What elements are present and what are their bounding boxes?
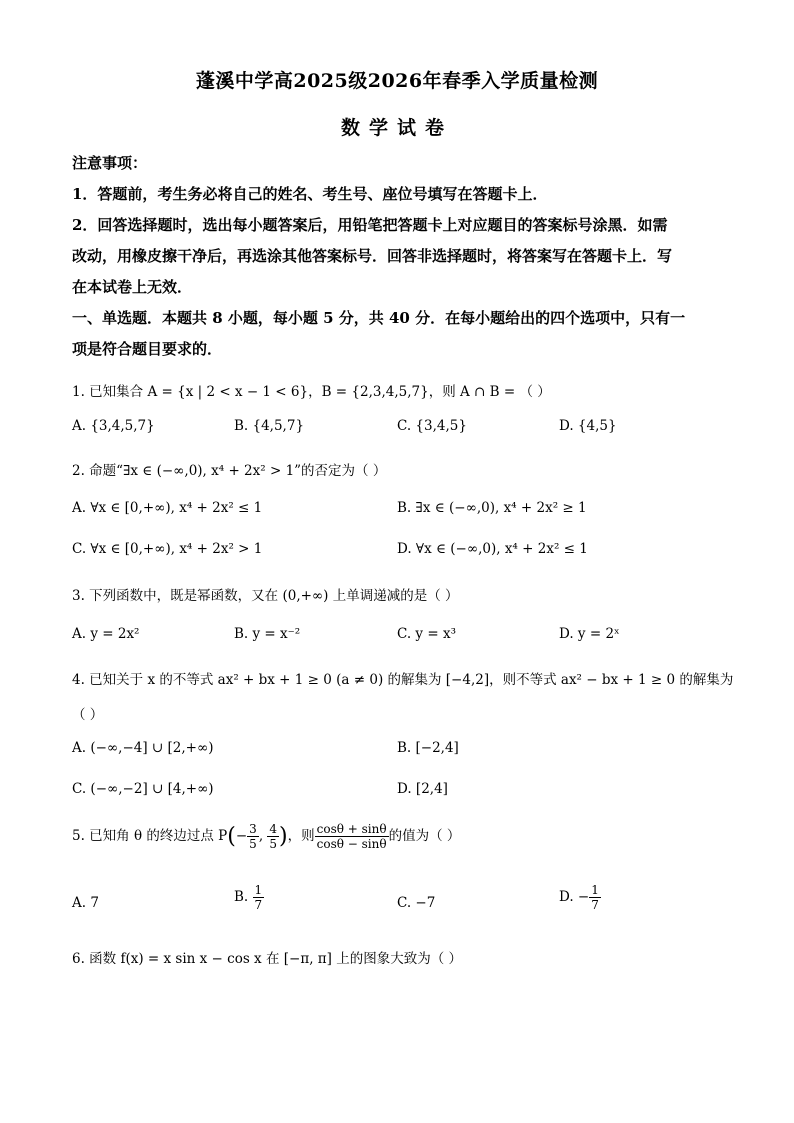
question-5-stem: 5. 已知角 θ 的终边过点 P(− $\frac{3}{5}$ , $\frac{4}{5}$ )，则 $\frac{\cos\theta + \sin\theta}{\cos\theta - \sin\theta}$ 的值为（ ） (72, 822, 461, 851)
section-heading-line-1: 一、单选题．本题共 8 小题，每小题 5 分，共 40 分．在每小题给出的四个选项中，只有一 (72, 309, 686, 327)
question-2-stem: 2. 命题“∃x ∈ (−∞,0), x⁴ + 2x² > 1”的否定为（ ） (72, 463, 387, 479)
question-4-option-a[interactable]: A. (−∞,−4] ∪ [2,+∞) (72, 740, 214, 756)
option-d-fraction: $\frac{1}{7}$ (591, 883, 599, 912)
question-3-option-d[interactable]: D. y = 2ˣ (559, 626, 620, 642)
question-3-stem: 3. 下列函数中，既是幂函数，又在 (0,+∞) 上单调递减的是（ ） (72, 588, 459, 604)
question-2-option-b[interactable]: B. ∃x ∈ (−∞,0), x⁴ + 2x² ≥ 1 (397, 500, 587, 516)
question-4-option-d[interactable]: D. [2,4] (397, 781, 448, 797)
note-item-2-line-1: 2．回答选择题时，选出每小题答案后，用铅笔把答题卡上对应题目的答案标号涂黑．如需 (72, 216, 668, 234)
note-item-2-line-2: 改动，用橡皮擦干净后，再选涂其他答案标号．回答非选择题时，将答案写在答题卡上．写 (72, 247, 673, 265)
question-5-option-d[interactable]: D. − $\frac{1}{7}$ (559, 883, 599, 912)
point-y-fraction: $\frac{4}{5}$ (269, 822, 278, 851)
section-heading-line-2: 项是符合题目要求的． (72, 340, 223, 358)
question-2-option-a[interactable]: A. ∀x ∈ [0,+∞), x⁴ + 2x² ≤ 1 (72, 500, 263, 516)
question-2-option-d[interactable]: D. ∀x ∈ (−∞,0), x⁴ + 2x² ≤ 1 (397, 541, 588, 557)
question-5-stem-prefix: 5. 已知角 θ 的终边过点 P (72, 828, 228, 844)
note-item-1: 1．答题前，考生务必将自己的姓名、考生号、座位号填写在答题卡上． (72, 185, 548, 203)
question-5-option-a[interactable]: A. 7 (72, 895, 99, 911)
question-3-option-b[interactable]: B. y = x⁻² (234, 626, 301, 642)
question-1-option-c[interactable]: C. {3,4,5} (397, 418, 467, 434)
note-item-2-line-3: 在本试卷上无效． (72, 278, 193, 296)
question-3-option-c[interactable]: C. y = x³ (397, 626, 456, 642)
question-1-stem: 1. 已知集合 A = {x | 2 < x − 1 < 6}，B = {2,3,4,5,7}，则 A ∩ B = （ ） (72, 384, 551, 400)
question-5-option-b[interactable]: B. $\frac{1}{7}$ (234, 883, 263, 912)
question-1-option-a[interactable]: A. {3,4,5,7} (72, 418, 155, 434)
question-4-stem-line-2: （ ） (72, 707, 104, 723)
exam-subtitle: 数学试卷 (340, 117, 453, 139)
question-4-option-b[interactable]: B. [−2,4] (397, 740, 459, 756)
exam-title: 蓬溪中学高2025级2026年春季入学质量检测 (195, 70, 599, 92)
point-x-fraction: $\frac{3}{5}$ (249, 822, 257, 851)
question-6-stem: 6. 函数 f(x) = x sin x − cos x 在 [−π, π] 上的图象大致为（ ） (72, 951, 463, 967)
question-5-option-c[interactable]: C. −7 (397, 895, 436, 911)
question-3-option-a[interactable]: A. y = 2x² (72, 626, 140, 642)
question-1-option-b[interactable]: B. {4,5,7} (234, 418, 305, 434)
question-4-stem-line-1: 4. 已知关于 x 的不等式 ax² + bx + 1 ≥ 0 (a ≠ 0) 的解集为 [−4,2]，则不等式 ax² − bx + 1 ≥ 0 的解集为 (72, 672, 734, 688)
question-5-stem-suffix: 的值为（ ） (388, 828, 461, 844)
question-4-option-c[interactable]: C. (−∞,−2] ∪ [4,+∞) (72, 781, 214, 797)
question-2-option-c[interactable]: C. ∀x ∈ [0,+∞), x⁴ + 2x² > 1 (72, 541, 263, 557)
notes-heading: 注意事项： (72, 154, 148, 172)
trig-ratio-fraction: $\frac{\cos\theta + \sin\theta}{\cos\theta - \sin\theta}$ (316, 822, 387, 851)
option-b-fraction: $\frac{1}{7}$ (254, 883, 263, 912)
question-1-option-d[interactable]: D. {4,5} (559, 418, 617, 434)
